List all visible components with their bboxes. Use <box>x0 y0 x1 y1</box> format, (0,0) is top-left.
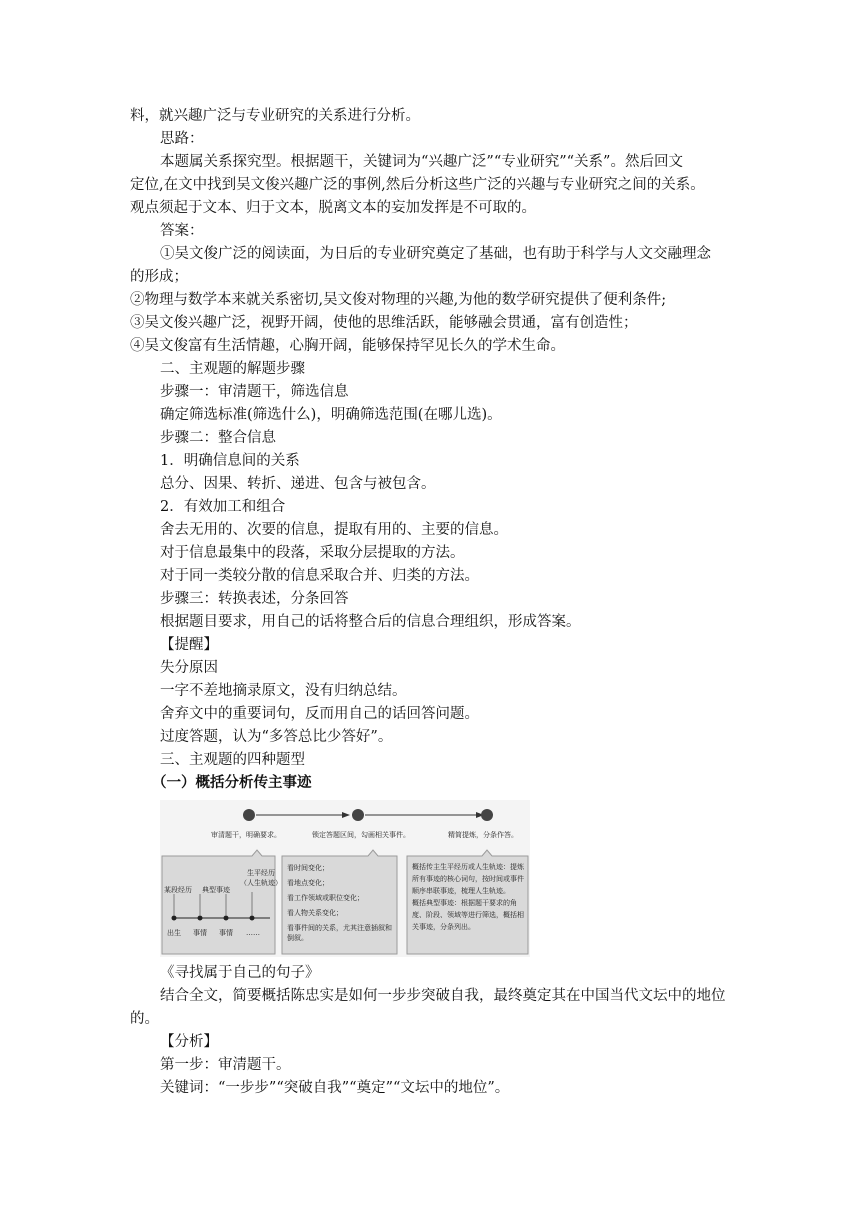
text-line: 舍弃文中的重要词句，反而用自己的话回答问题。 <box>160 706 479 722</box>
text-line: 2．有效加工和组合 <box>160 499 286 515</box>
text-line: 一字不差地摘录原文，没有归纳总结。 <box>160 683 407 699</box>
section-heading: 三、主观题的四种题型 <box>160 752 305 768</box>
panel2-item: 看事件间的关系，尤其注意插叙和倒叙。 <box>287 924 392 942</box>
text-line: 舍去无用的、次要的信息，提取有用的、主要的信息。 <box>160 522 508 538</box>
text-line: 确定筛选标准(筛选什么)，明确筛选范围(在哪儿选)。 <box>160 407 502 423</box>
life-trajectory-label: 生平经历 （人生轨迹） <box>240 869 282 887</box>
question-text: 结合全文，简要概括陈忠实是如何一步步突破自我，最终奠定其在中国当代文坛中的地位的。 <box>130 988 726 1027</box>
panel3-text: 概括传主生平经历或人生轨迹：提炼所有事迹的核心词句，按时间或事件顺序串联事迹，梳理人生轨迹。 概括典型事迹：根据题干要求的角度、阶段、领域等进行筛选，概括相关事迹，分条列出。 <box>412 863 524 931</box>
text-line: 思路： <box>160 131 204 147</box>
step-heading: 步骤一：审清题干，筛选信息 <box>160 384 349 400</box>
section-heading: 二、主观题的解题步骤 <box>160 361 305 377</box>
step-heading: 步骤三：转换表述，分条回答 <box>160 591 349 607</box>
step-3-label: 精简提炼，分条作答。 <box>448 831 518 839</box>
analysis-heading: 【分析】 <box>160 1034 218 1050</box>
tick-label: 事情 <box>219 929 233 937</box>
text-line: ②物理与数学本来就关系密切,吴文俊对物理的兴趣,为他的数学研究提供了便利条件; <box>130 292 667 308</box>
panel2-item: 看工作领域或职位变化； <box>287 894 364 902</box>
text-line: 定位,在文中找到吴文俊兴趣广泛的事例,然后分析这些广泛的兴趣与专业研究之间的关系。 <box>130 177 705 193</box>
text-line: 关键词：“一步步”“突破自我”“奠定”“文坛中的地位”。 <box>160 1080 510 1096</box>
text-line: ①吴文俊广泛的阅读面，为日后的专业研究奠定了基础，也有助于科学与人文交融理念 <box>160 246 711 262</box>
text-line: 对于同一类较分散的信息采取合并、归类的方法。 <box>160 568 479 584</box>
text-line: 观点须起于文本、归于文本，脱离文本的妄加发挥是不可取的。 <box>130 200 536 216</box>
text-line: 根据题目要求，用自己的话将整合后的信息合理组织，形成答案。 <box>160 614 581 630</box>
reminder-heading: 【提醒】 <box>160 637 218 653</box>
article-title: 《寻找属于自己的句子》 <box>160 965 320 981</box>
step-heading: 步骤二：整合信息 <box>160 430 276 446</box>
text-line: 答案： <box>160 223 204 239</box>
text-line: 本题属关系探究型。根据题干，关键词为“兴趣广泛”“专业研究”“关系”。然后回文 <box>160 154 683 170</box>
text-line: 第一步：审清题干。 <box>160 1057 291 1073</box>
subsection-heading: （一）概括分析传主事迹 <box>152 775 312 791</box>
text-line: 对于信息最集中的段落，采取分层提取的方法。 <box>160 545 465 561</box>
text-line: 过度答题，认为“多答总比少答好”。 <box>160 729 393 745</box>
panel2-item: 看人物关系变化； <box>287 909 343 917</box>
process-diagram <box>160 800 530 957</box>
stage-label: 某段经历 <box>164 886 192 894</box>
typical-deeds-label: 典型事迹 <box>202 886 230 894</box>
text-line: 的形成； <box>130 269 188 285</box>
text-line: 失分原因 <box>160 660 218 676</box>
panel2-item: 看地点变化； <box>287 879 329 887</box>
text-line: 总分、因果、转折、递进、包含与被包含。 <box>160 476 436 492</box>
tick-label: 事情 <box>193 929 207 937</box>
tick-label: 出生 <box>167 929 181 937</box>
text-line: 料，就兴趣广泛与专业研究的关系进行分析。 <box>130 108 420 124</box>
tick-label: …… <box>246 929 260 937</box>
text-line: ④吴文俊富有生活情趣，心胸开阔，能够保持罕见长久的学术生命。 <box>130 338 565 354</box>
text-line: ③吴文俊兴趣广泛，视野开阔，使他的思维活跃，能够融会贯通，富有创造性； <box>130 315 638 331</box>
step-2-label: 锁定答题区间，勾画相关事件。 <box>312 831 410 839</box>
step-1-label: 审清题干，明确要求。 <box>211 831 281 839</box>
panel2-item: 看时间变化； <box>287 864 329 872</box>
text-line: 1．明确信息间的关系 <box>160 453 300 469</box>
